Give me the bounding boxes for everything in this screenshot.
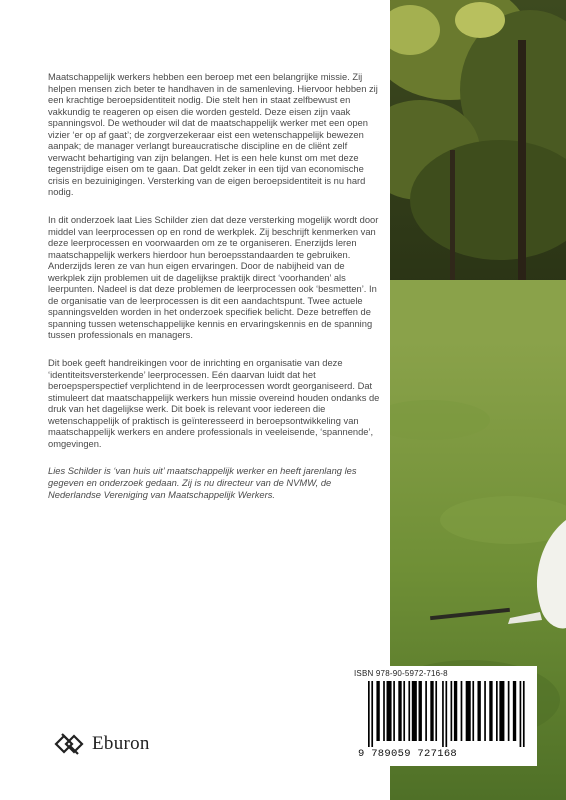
eburon-knot-icon — [52, 728, 88, 760]
blurb-paragraph-1: Maatschappelijk werkers hebben een beroep met een belangrijke missie. Zij helpen mensen zich beter te handhaven in de samenleving. Hiervoor hebben zij een krachtige beroepsidentiteit nodig. Die stelt hen in staat zelfbewust en vakkundig te reageren op eisen die worden gesteld. Deze eisen zijn vaak spanningsvol. De wethouder wil dat de maatschappelijk werker met een open vizier ‘er op af gaat’; de zorgverzekeraar eist een wetenschappelijk bewezen aanpak; de manager verlangt bureaucratische discipline en de cliënt zelf verwacht behartiging van zijn belangen. Het is een hele kunst om met deze tegenstrijdige eisen om te gaan. Dat geldt zeker in een tijd van economische crisis en bezuinigingen. Versterking van de eigen beroepsidentiteit is nu hard nodig. — [48, 72, 378, 198]
isbn-label: ISBN 978-90-5972-716-8 — [354, 669, 448, 678]
author-bio: Lies Schilder is ‘van huis uit’ maatschappelijk werker en heeft jarenlang les gegeven en onderzoek gedaan. Zij is nu directeur van de NVMW, de Nederlandse Vereniging van Maatschappelijk Werkers. — [48, 466, 357, 500]
publisher-name: Eburon — [92, 733, 150, 754]
isbn-barcode-box — [348, 666, 537, 766]
blurb-paragraph-2: In dit onderzoek laat Lies Schilder zien dat deze versterking mogelijk wordt door middel van leerprocessen op en rond de werkplek. Zij beschrijft kenmerken van deze leerprocessen en voorwaarden om ze te organiseren. Enerzijds leren maatschappelijk werkers hierdoor hun beroepsstandaarden te gebruiken. Anderzijds leren ze van hun eigen ervaringen. Door de nabijheid van de werkplek zijn problemen uit de dagelijkse praktijk direct ‘voorhanden’ als leerpunten. Nadeel is dat deze problemen de leerprocessen ook ‘besmetten’. In de organisatie van de leerprocessen is dit een aandachtspunt. Twee actuele spanningsvelden worden in het onderzoek specifiek belicht. Deze betreffen de spanning tussen wetenschappelijke kennis en ervaringskennis en de spanning tussen professionals en managers. — [48, 215, 379, 341]
publisher-logo — [52, 728, 150, 760]
blurb-paragraph-3: Dit boek geeft handreikingen voor de inrichting en organisatie van deze ‘identiteitsversterkende’ leerprocessen. Eén daarvan luidt dat het beroepsperspectief verplichtend in de leerprocessen wordt georganiseerd. Dat stimuleert dat maatschappelijk werkers hun missie overeind houden ondanks de druk van het dagelijkse werk. Dit boek is relevant voor iedereen die wetenschappelijk of praktisch is geïnteresseerd in beroepsontwikkeling van maatschappelijk werkers en andere professionals in veeleisende, ‘spannende’, omgevingen. — [48, 358, 380, 449]
barcode-digits: 9 789059 727168 — [358, 748, 458, 760]
back-cover-text — [48, 72, 383, 517]
barcode-image — [368, 681, 528, 747]
